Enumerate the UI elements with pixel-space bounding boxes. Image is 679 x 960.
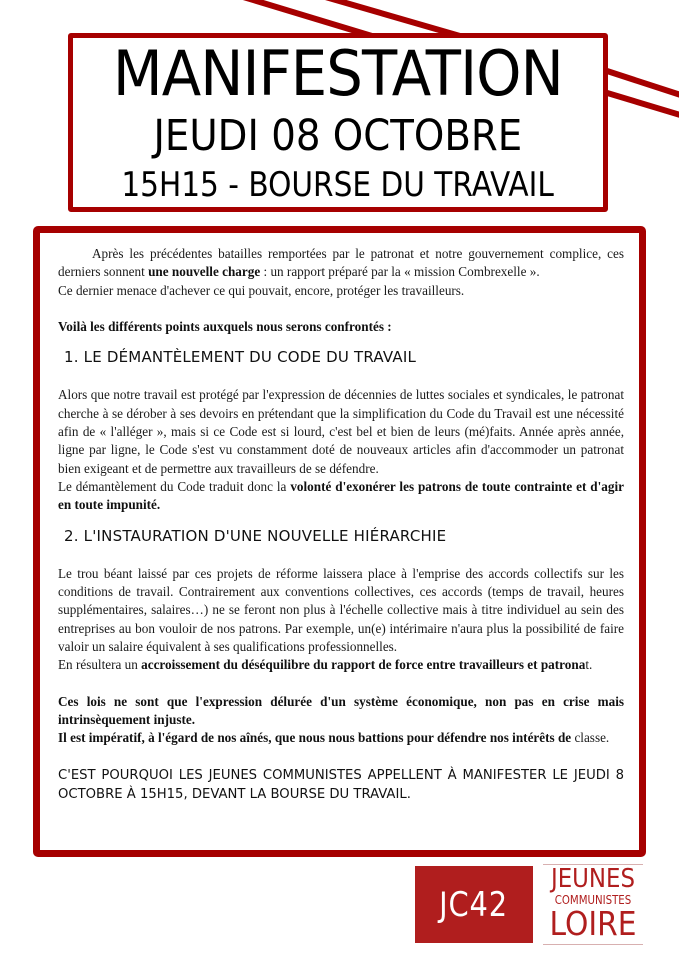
intro-paragraph-2: Ce dernier menace d'achever ce qui pouvait, encore, protéger les travailleurs. <box>58 282 465 298</box>
stripe-right-2 <box>604 92 679 118</box>
section-1-text: Le démantèlement du Code traduit donc la <box>58 478 291 494</box>
logo-line-loire: LOIRE <box>549 904 637 943</box>
title-date: JEUDI 08 OCTOBRE <box>153 111 523 161</box>
section-2-paragraph: Le trou béant laissé par ces projets de réforme laissera place à l'emprise des accords collectifs sur les conditions de travail. Contrairement aux conventions collectives, ces accords (temps de travail, heures supplémentaires, salaires…) ne se feront non plus à l'échelle collective mais à titre individuel au sein des entreprises au bon vouloir de nos patrons. Par exemple, un(e) intérimaire n'aura plus la possibilité de faire valoir un salaire équivalent à ses qualifications professionnelles. <box>58 565 624 655</box>
section-1-bold: volonté d'exonérer les patrons de toute contrainte et d'agir en toute impunité. <box>58 478 624 513</box>
logo-mark-text: JC42 <box>439 884 509 925</box>
title-manifestation: MANIFESTATION <box>113 37 563 110</box>
conclusion-bold-2: Il est impératif, à l'égard de nos aînés, que nous nous battions pour défendre nos intérêts de <box>58 730 572 746</box>
section-2-text: En résultera un <box>58 657 142 673</box>
section-2-text-b: t. <box>585 657 593 673</box>
stripe-right-1 <box>604 70 679 98</box>
section-2-bold: accroissement du déséquilibre du rapport de force entre travailleurs et patrona <box>141 657 586 673</box>
logo-jc42 <box>415 866 533 943</box>
logo-wordmark <box>543 864 643 945</box>
intro-text-b: : un rapport préparé par la « mission Combrexelle ». <box>260 264 540 280</box>
stripe-top-2 <box>322 0 460 36</box>
points-title-text: Voilà les différents points auxquels nous serons confrontés : <box>58 318 392 334</box>
conclusion-paragraph-2 <box>58 729 624 747</box>
header-box <box>68 33 608 212</box>
logo-line-jeunes: JEUNES <box>550 864 636 894</box>
content <box>58 245 624 804</box>
call-to-action: C'EST POURQUOI LES JEUNES COMMUNISTES APPELLENT À MANIFESTER LE JEUDI 8 OCTOBRE À 15H15, DEVANT LA BOURSE DU TRAVAIL. <box>58 767 624 802</box>
stripe-top-1 <box>240 0 372 36</box>
conclusion-bold-1: Ces lois ne sont que l'expression délurée d'un système économique, non pas en crise mais intrinsèquement injuste. <box>58 693 624 727</box>
logo-line-communistes: COMMUNISTES <box>554 893 632 907</box>
main-content-box <box>33 226 646 857</box>
intro-bold: une nouvelle charge <box>148 264 261 280</box>
title-time-place: 15H15 - BOURSE DU TRAVAIL <box>121 165 555 205</box>
section-1-title: 1. LE DÉMANTÈLEMENT DU CODE DU TRAVAIL <box>64 348 417 367</box>
conclusion-text: classe. <box>571 730 610 746</box>
section-1-paragraph: Alors que notre travail est protégé par l'expression de décennies de luttes sociales et syndicales, le patronat cherche à se dérober à ses devoirs en prétendant que la simplification du Code du Travail est une nécessité afin de « l'alléger », mais si ce Code est si lourd, c'est bel et bien de leurs (mé)faits. Année après année, ligne par ligne, le Code s'est vu constamment doté de nouveaux articles afin d'accommoder un patronat bien exigeant et de permettre aux travailleurs de se défendre. <box>58 387 624 476</box>
conclusion-paragraph-1 <box>58 693 624 730</box>
intro-text-a: Après les précédentes batailles remportées par le patronat et notre gouvernement complice, ces derniers sonnent <box>58 246 624 280</box>
intro-paragraph <box>58 245 624 282</box>
section-1-paragraph-2 <box>58 478 624 515</box>
section-2-title: 2. L'INSTAURATION D'UNE NOUVELLE HIÉRARCHIE <box>64 526 447 545</box>
section-2-paragraph-2 <box>58 656 624 674</box>
points-title <box>58 318 624 336</box>
